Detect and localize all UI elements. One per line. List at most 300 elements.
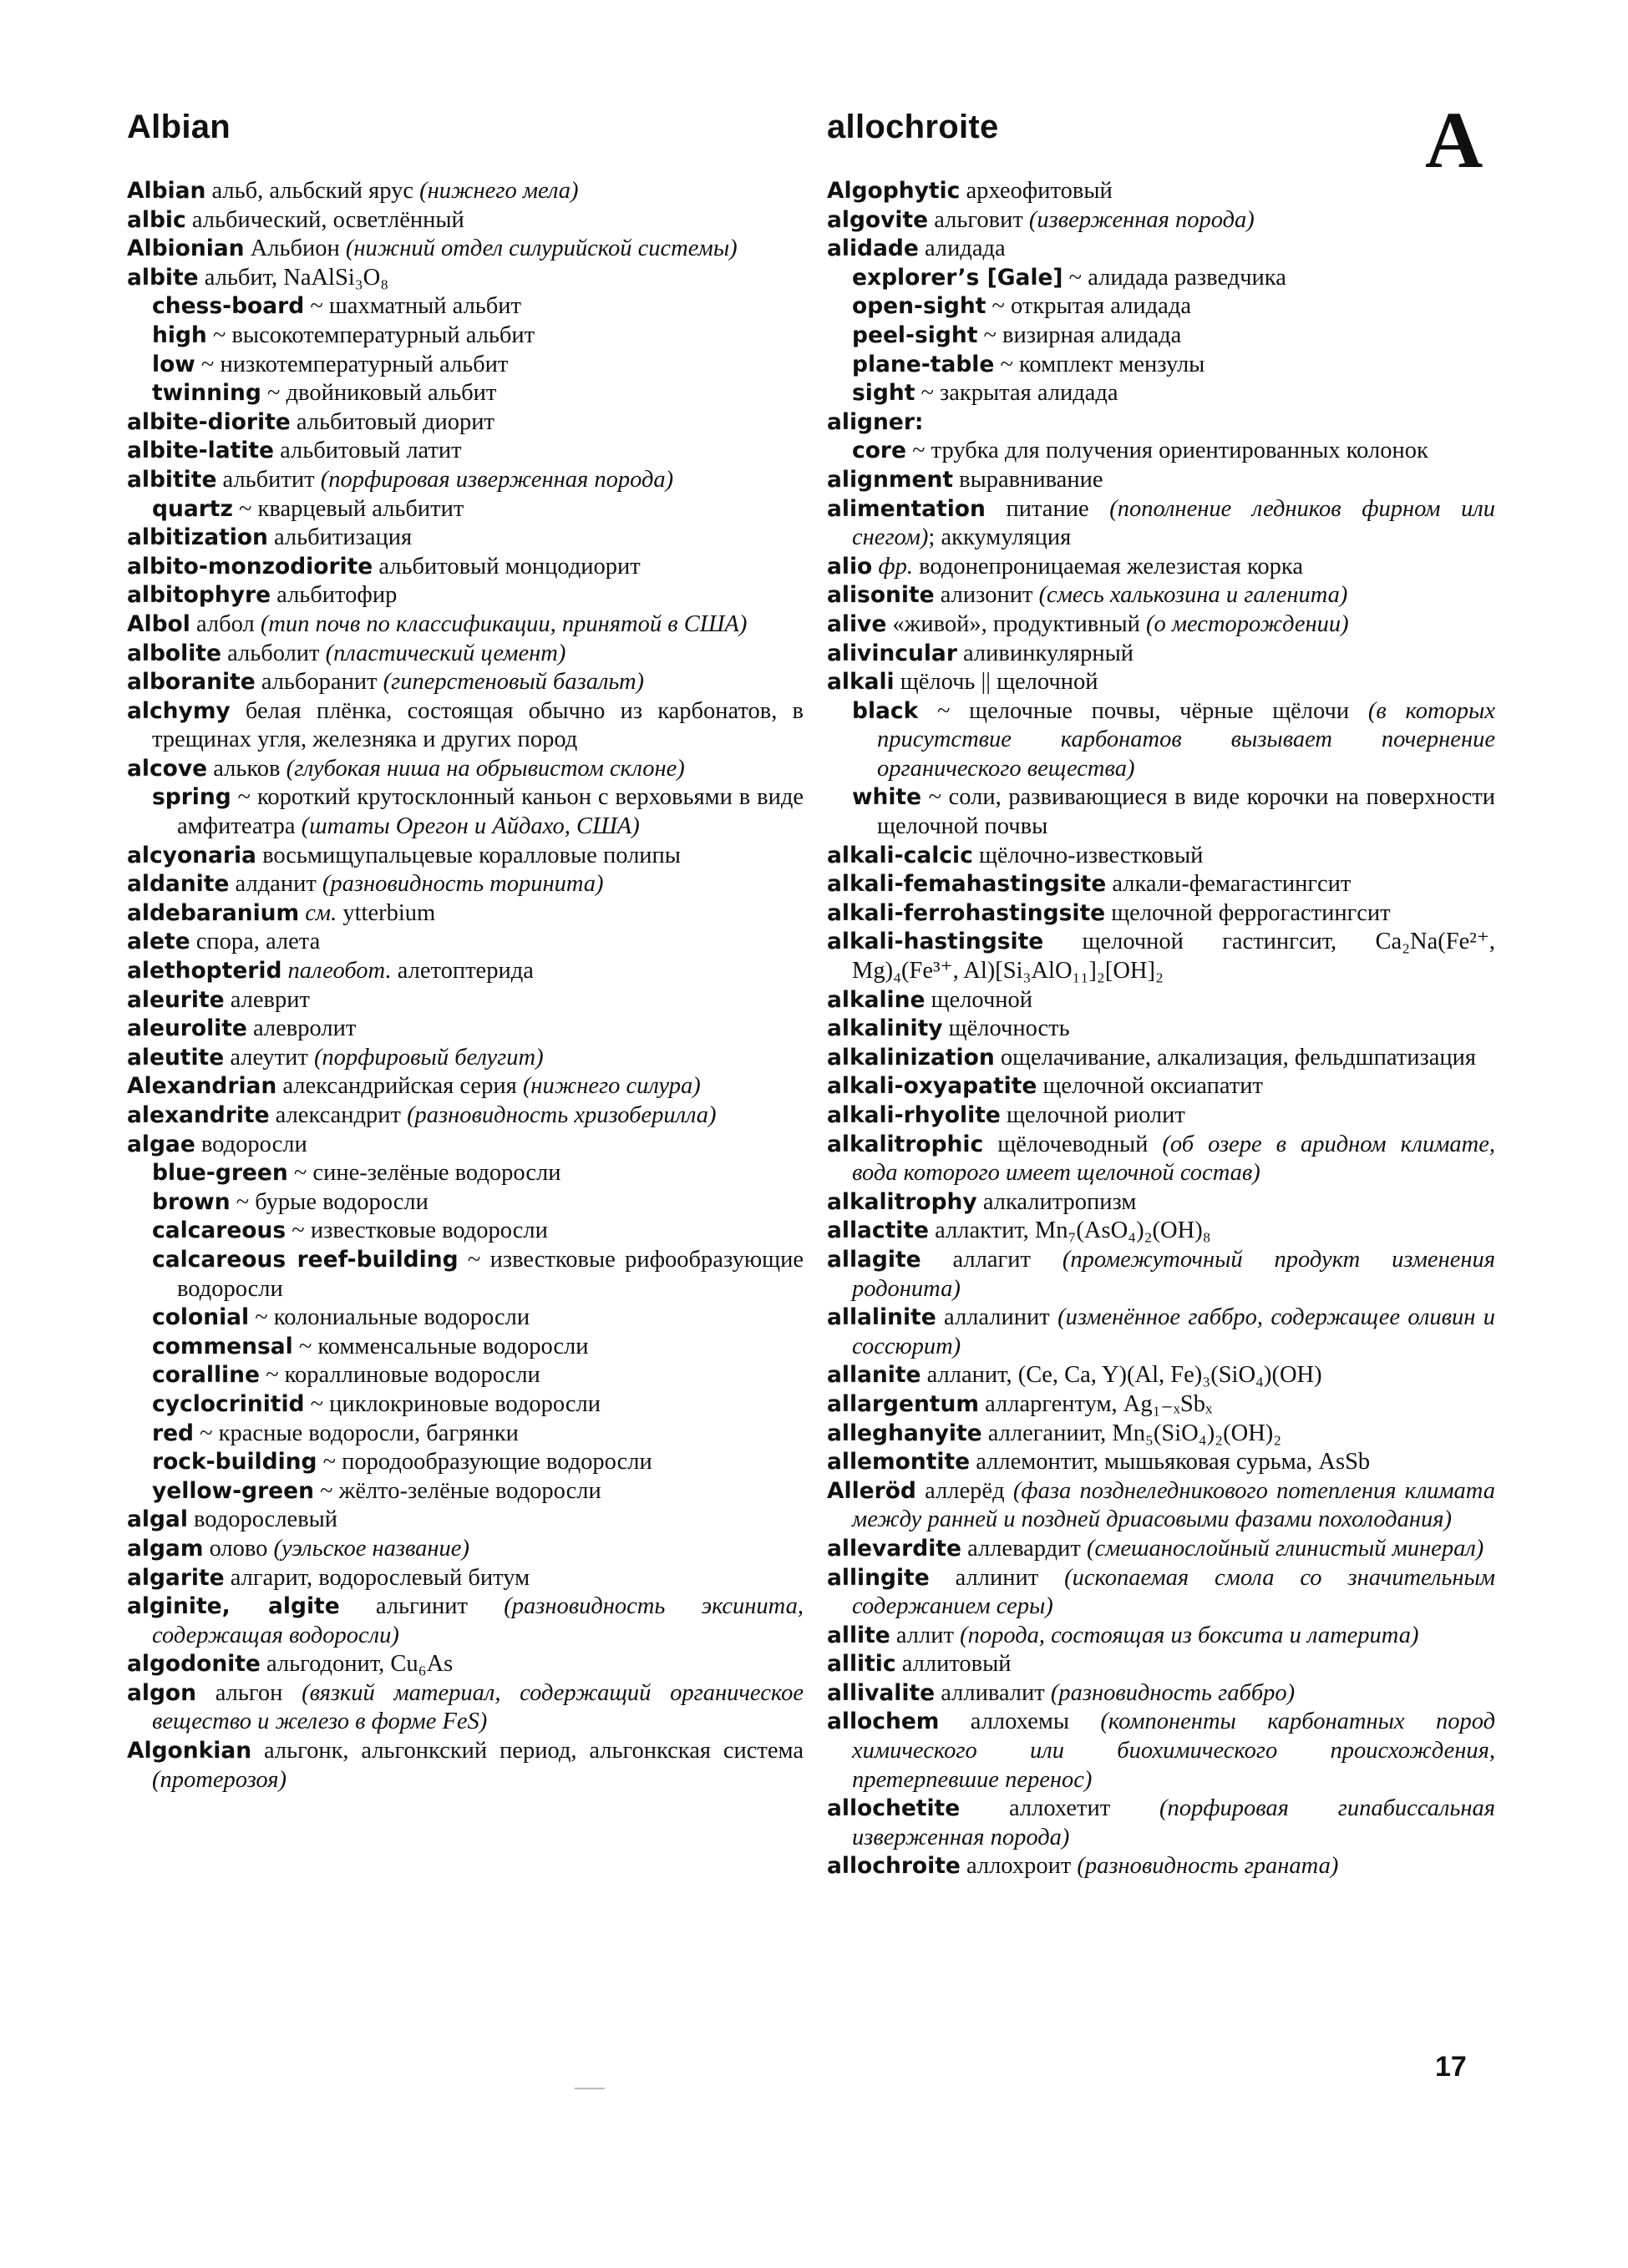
sub-entry <box>827 697 1495 784</box>
dictionary-entry <box>827 1420 1495 1449</box>
translation: алкалитропизм <box>976 1188 1137 1215</box>
running-head-right: allochroite <box>827 109 999 145</box>
headword: albitization <box>127 524 268 551</box>
gloss: (порфировый белугит) <box>313 1044 544 1071</box>
dictionary-entry <box>127 1535 804 1564</box>
headword: alimentation <box>827 495 986 522</box>
headword: plane-table <box>852 351 995 377</box>
translation: альбитовый латит <box>274 438 462 464</box>
dictionary-entry <box>827 1217 1495 1246</box>
gloss: (смешанослойный глинистый минерал) <box>1087 1535 1484 1562</box>
headword: albolite <box>127 640 221 666</box>
translation: ~ открытая алидада <box>986 293 1191 320</box>
translation: альков <box>207 755 287 782</box>
translation: аллагит <box>921 1246 1063 1273</box>
gloss: (тип почв по классификации, принятой в США) <box>260 610 748 637</box>
dictionary-entry <box>127 1044 804 1073</box>
dictionary-entry <box>127 986 804 1015</box>
translation: щёлочеводный <box>983 1131 1163 1157</box>
translation: алидада <box>918 235 1006 262</box>
dictionary-entry <box>127 177 804 206</box>
translation: альб, альбский ярус <box>205 178 420 204</box>
dictionary-entry <box>827 1072 1495 1101</box>
headword: alkaline <box>827 986 926 1013</box>
sub-entry <box>127 1217 804 1246</box>
translation: албол <box>190 610 261 637</box>
translation: альгодонит, Cu₆As <box>260 1651 454 1678</box>
headword: alkali-rhyolite <box>827 1102 1001 1128</box>
translation: ~ кораллиновые водоросли <box>259 1362 540 1389</box>
translation: алевролит <box>246 1015 357 1042</box>
translation: ~ визирная алидада <box>977 321 1182 348</box>
headword: aldanite <box>127 871 230 898</box>
gloss: (ископаемая смола со значительным содержанием серы) <box>852 1564 1495 1620</box>
headword: explorer’s [Gale] <box>852 264 1063 291</box>
translation: альбитит <box>216 466 321 493</box>
translation <box>281 958 287 984</box>
headword: alisonite <box>827 582 935 609</box>
translation: ~ бурые водоросли <box>230 1188 429 1215</box>
gloss: (уэльское название) <box>273 1535 469 1562</box>
sub-entry <box>127 1477 804 1506</box>
translation: алливалит <box>935 1679 1051 1706</box>
headword: albitophyre <box>127 582 271 609</box>
headword: quartz <box>152 495 233 522</box>
headword: brown <box>152 1188 231 1215</box>
headword: allivalite <box>827 1679 936 1706</box>
dictionary-entry <box>827 1795 1495 1852</box>
translation: ~ комменсальные водоросли <box>292 1333 589 1359</box>
sub-entry <box>127 1159 804 1188</box>
dictionary-entry <box>827 1622 1495 1651</box>
headword: algal <box>127 1506 188 1533</box>
dictionary-entry <box>827 408 1495 438</box>
gloss: (вязкий материал, содержащий органическое вещество и железо в форме FeS) <box>152 1679 804 1735</box>
dictionary-entry <box>127 524 804 553</box>
sub-entry <box>827 351 1495 380</box>
dictionary-entry <box>827 842 1495 871</box>
translation: аллевардит <box>961 1535 1088 1562</box>
translation: аллит <box>890 1622 961 1648</box>
headword: peel-sight <box>852 321 978 348</box>
headword: Albol <box>127 610 190 637</box>
headword: alkalinization <box>827 1044 995 1071</box>
sub-entry <box>127 1333 804 1362</box>
headword: Alleröd <box>827 1477 916 1504</box>
translation: аллерёд <box>915 1477 1013 1504</box>
dictionary-entry <box>827 1679 1495 1709</box>
headword: black <box>852 697 919 724</box>
translation: аллалинит <box>936 1304 1058 1331</box>
headword: allactite <box>827 1218 930 1244</box>
dictionary-entry <box>827 1650 1495 1679</box>
headword: alidade <box>827 235 919 262</box>
gloss: (фаза позднеледникового потепления климата между ранней и поздней дриасовыми фазами похолодания) <box>852 1477 1495 1533</box>
headword: aleurolite <box>127 1015 247 1042</box>
translation: щёлочно-известковый <box>972 842 1204 868</box>
dictionary-entry <box>127 1737 804 1795</box>
translation: щелочной риолит <box>1000 1102 1185 1128</box>
translation: ~ шахматный альбит <box>304 293 522 320</box>
left-column <box>127 177 804 1795</box>
headword: allochetite <box>827 1795 961 1822</box>
headword: open-sight <box>852 293 986 320</box>
translation: ~ колониальные водоросли <box>249 1304 530 1331</box>
translation: аллохроит <box>960 1853 1078 1880</box>
headword: spring <box>152 784 231 811</box>
dictionary-entry <box>127 870 804 899</box>
headword: red <box>152 1420 195 1446</box>
translation: альгонк, альгонкский период, альгонкская система <box>251 1738 804 1764</box>
headword: alive <box>827 610 887 637</box>
headword: allochroite <box>827 1853 961 1880</box>
headword: alboranite <box>127 669 256 696</box>
dictionary-entry <box>827 1361 1495 1390</box>
dictionary-entry <box>127 1506 804 1535</box>
dictionary-entry <box>127 1592 804 1650</box>
translation: ~ кварцевый альбитит <box>232 495 464 522</box>
translation: альбитофир <box>271 582 398 609</box>
headword: alkali-oxyapatite <box>827 1073 1037 1100</box>
translation: аллемонтит, мышьяковая сурьма, AsSb <box>970 1449 1371 1476</box>
dictionary-entry <box>127 1015 804 1044</box>
sub-entry <box>127 1420 804 1449</box>
translation: ализонит <box>934 582 1039 609</box>
dictionary-entry <box>827 1101 1495 1131</box>
gloss: (нижнего мела) <box>419 178 579 204</box>
translation: восьмищупальцевые коралловые полипы <box>256 842 681 868</box>
gloss: (пластический цемент) <box>325 640 566 666</box>
translation: альбитизация <box>267 524 413 551</box>
dictionary-entry <box>127 755 804 784</box>
sub-entry <box>127 379 804 408</box>
headword: alethopterid <box>127 958 282 985</box>
dictionary-entry <box>127 1131 804 1160</box>
headword: allevardite <box>827 1535 961 1562</box>
translation: альбит, NaAlSi₃O₈ <box>198 264 389 291</box>
gloss: (разновидность хризоберилла) <box>407 1102 717 1128</box>
gloss: (нижний отдел силурийской системы) <box>345 235 738 262</box>
dictionary-entry <box>827 553 1495 582</box>
translation: выравнивание <box>953 466 1103 493</box>
headword: alkali-calcic <box>827 842 973 868</box>
translation: аллохетит <box>960 1795 1160 1822</box>
translation: альбитовый диорит <box>290 408 494 435</box>
dictionary-entry <box>127 408 804 438</box>
gloss: (глубокая ниша на обрывистом склоне) <box>286 755 685 782</box>
translation: ~ трубка для получения ориентированных колонок <box>905 438 1428 464</box>
running-head-left: Albian <box>127 109 231 145</box>
translation: ~ жёлто-зелёные водоросли <box>313 1477 601 1504</box>
dictionary-entry <box>127 1072 804 1101</box>
headword: albite-latite <box>127 438 275 464</box>
headword: allemontite <box>827 1449 971 1476</box>
sub-entry <box>127 1361 804 1390</box>
right-column <box>827 177 1495 1881</box>
headword: cyclocrinitid <box>152 1390 305 1417</box>
translation: алгарит, водорослевый битум <box>224 1564 530 1591</box>
gloss: (об озере в аридном климате, вода которого имеет щелочной состав) <box>852 1131 1495 1187</box>
headword: albic <box>127 206 186 233</box>
dictionary-entry <box>827 899 1495 929</box>
headword: aleutite <box>127 1044 225 1071</box>
sub-entry <box>827 379 1495 408</box>
headword: alivincular <box>827 640 957 666</box>
headword: albite <box>127 264 199 291</box>
headword: Albionian <box>127 235 245 262</box>
translation: алданит <box>229 871 322 898</box>
headword: allanite <box>827 1362 921 1389</box>
headword: rock-building <box>152 1449 317 1476</box>
translation: олово <box>203 1535 274 1562</box>
gloss: палеобот. <box>287 958 392 985</box>
translation: альговит <box>928 206 1029 233</box>
headword: alkalinity <box>827 1015 943 1042</box>
translation-tail: ; аккумуляция <box>928 524 1072 551</box>
dictionary-entry <box>127 235 804 264</box>
translation: алланит, (Ce, Ca, Y)(Al, Fe)₃(SiO₄)(OH) <box>921 1362 1322 1389</box>
translation: ~ породообразующие водоросли <box>317 1449 652 1476</box>
gloss: (нижнего силура) <box>522 1073 701 1100</box>
gloss: (штаты Орегон и Айдахо, США) <box>301 813 640 840</box>
dictionary-entry <box>827 1448 1495 1477</box>
gloss: (пополнение ледников фирном или снегом) <box>852 495 1495 551</box>
translation: ~ красные водоросли, багрянки <box>194 1420 519 1446</box>
headword: low <box>152 351 195 377</box>
headword: aligner: <box>827 408 924 435</box>
dictionary-entry <box>127 206 804 235</box>
dictionary-entry <box>827 870 1495 899</box>
headword: commensal <box>152 1333 293 1359</box>
headword: alio <box>827 553 873 580</box>
headword: algam <box>127 1535 204 1562</box>
gloss: (о месторождении) <box>1145 610 1349 637</box>
sub-entry <box>127 1448 804 1477</box>
translation: ~ низкотемпературный альбит <box>195 351 509 377</box>
translation: ~ сине-зелёные водоросли <box>287 1160 561 1187</box>
headword: Alexandrian <box>127 1073 277 1100</box>
headword: alleghanyite <box>827 1420 982 1446</box>
sub-entry <box>127 783 804 841</box>
translation: ~ закрытая алидада <box>915 380 1118 407</box>
headword: albitite <box>127 466 217 493</box>
sub-entry <box>127 292 804 321</box>
dictionary-entry <box>827 1015 1495 1044</box>
sub-entry <box>127 1304 804 1333</box>
gloss: (компоненты карбонатных пород химического или биохимического происхождения, претерпевшие перенос) <box>852 1709 1495 1793</box>
gloss: (протерозоя) <box>152 1766 287 1793</box>
translation: ~ известковые рифообразующие водоросли <box>177 1246 804 1302</box>
headword: alginite, algite <box>127 1593 340 1620</box>
dictionary-entry <box>127 899 804 929</box>
dictionary-entry <box>827 1131 1495 1188</box>
headword: allite <box>827 1622 890 1648</box>
translation: аллаpгентум, Ag₁₋ₓSbₓ <box>978 1390 1213 1417</box>
gloss: (изверженная порода) <box>1028 206 1255 233</box>
gloss: (изменённое габбро, содержащее оливин и соссюрит) <box>852 1304 1495 1359</box>
headword: alexandrite <box>127 1102 270 1128</box>
headword: coralline <box>152 1362 260 1389</box>
page-mark <box>575 2088 605 2089</box>
dictionary-entry <box>127 610 804 640</box>
translation: александрийская серия <box>276 1073 523 1100</box>
dictionary-entry <box>827 466 1495 495</box>
sub-entry <box>127 1246 804 1304</box>
dictionary-entry <box>827 1564 1495 1622</box>
dictionary-entry <box>827 668 1495 697</box>
dictionary-entry <box>827 235 1495 264</box>
headword: alkalitrophy <box>827 1188 977 1215</box>
sub-entry <box>827 321 1495 351</box>
translation: ~ высокотемпературный альбит <box>206 321 535 348</box>
headword: allalinite <box>827 1304 936 1331</box>
gloss: (порода, состоящая из боксита и латерита) <box>960 1622 1419 1648</box>
gloss: (разновидность торинита) <box>322 871 604 898</box>
headword: alkali-femahastingsite <box>827 871 1107 898</box>
headword: algarite <box>127 1564 225 1591</box>
sub-entry <box>827 292 1495 321</box>
translation-tail: водонепроницаемая железистая корка <box>913 553 1303 580</box>
translation-tail: алетоптерида <box>391 958 534 985</box>
translation: ~ известковые водоросли <box>286 1218 548 1244</box>
headword: allagite <box>827 1246 921 1273</box>
translation: аллактит, Mn₇(AsO₄)₂(OH)₈ <box>929 1218 1211 1244</box>
dictionary-entry <box>827 1304 1495 1361</box>
dictionary-entry <box>827 1477 1495 1535</box>
headword: allingite <box>827 1564 930 1591</box>
translation: альбический, осветлённый <box>185 206 464 233</box>
gloss: (разновидность граната) <box>1077 1853 1339 1880</box>
dictionary-entry <box>827 177 1495 206</box>
headword: allitic <box>827 1651 896 1678</box>
dictionary-entry <box>827 1708 1495 1795</box>
headword: yellow-green <box>152 1477 314 1504</box>
headword: alkali-hastingsite <box>827 929 1044 955</box>
gloss: см. <box>305 899 337 926</box>
sub-entry <box>827 264 1495 293</box>
gloss: (порфировая гипабиссальная изверженная порода) <box>852 1795 1495 1850</box>
dictionary-entry <box>827 1188 1495 1218</box>
translation: ~ короткий крутосклонный каньон с верховьями в виде амфитеатра <box>177 784 804 840</box>
headword: alcyonaria <box>127 842 256 868</box>
dictionary-entry <box>127 668 804 697</box>
translation: ~ алидада разведчика <box>1063 264 1286 291</box>
headword: blue-green <box>152 1160 288 1187</box>
translation: щелочной феррогастингсит <box>1105 899 1391 926</box>
translation: александрит <box>269 1102 408 1128</box>
sub-entry <box>827 437 1495 466</box>
dictionary-entry <box>127 466 804 495</box>
dictionary-entry <box>127 264 804 293</box>
dictionary-entry <box>127 553 804 582</box>
headword: Algophytic <box>827 178 961 204</box>
dictionary-entry <box>827 1535 1495 1564</box>
translation: ощелачивание, алкализация, фельдшпатизация <box>994 1044 1476 1071</box>
translation: аллеганиит, Mn₅(SiO₄)₂(OH)₂ <box>981 1420 1282 1446</box>
gloss: (смесь халькозина и галенита) <box>1038 582 1348 609</box>
dictionary-entry <box>827 986 1495 1015</box>
translation: щёлочность <box>942 1015 1070 1042</box>
headword: alcove <box>127 755 208 782</box>
headword: alchymy <box>127 697 231 724</box>
translation: спора, алета <box>190 929 321 955</box>
dictionary-entry <box>127 697 804 755</box>
headword: colonial <box>152 1304 250 1331</box>
headword: alkali-ferrohastingsite <box>827 899 1106 926</box>
gloss: (гиперстеновый базальт) <box>383 669 645 696</box>
dictionary-entry <box>127 928 804 957</box>
translation: алеврит <box>224 986 310 1013</box>
translation: Альбион <box>244 235 346 262</box>
translation: алеутит <box>224 1044 314 1071</box>
dictionary-entry <box>127 1650 804 1679</box>
headword: algae <box>127 1131 195 1157</box>
translation: щёлочь || щелочной <box>894 669 1098 696</box>
headword: twinning <box>152 380 261 407</box>
translation: ~ комплект мензулы <box>994 351 1205 377</box>
letter-tab: A <box>1425 95 1483 185</box>
headword: albito-monzodiorite <box>127 553 373 580</box>
dictionary-entry <box>827 640 1495 669</box>
gloss: (разновидность габбро) <box>1050 1679 1296 1706</box>
translation: питание <box>985 495 1110 522</box>
headword: sight <box>852 380 915 407</box>
gloss: (разновидность эксинита, содержащая водоросли) <box>152 1593 804 1648</box>
dictionary-entry <box>827 1390 1495 1420</box>
headword: chess-board <box>152 293 305 320</box>
dictionary-entry <box>827 1852 1495 1881</box>
headword: algodonite <box>127 1651 261 1678</box>
translation: альболит <box>221 640 326 666</box>
headword: allochem <box>827 1709 940 1735</box>
translation: ~ щелочные почвы, чёрные щёлочи <box>918 697 1368 724</box>
dictionary-entry <box>827 1246 1495 1304</box>
headword: algovite <box>827 206 929 233</box>
translation: ~ соли, развивающиеся в виде корочки на поверхности щелочной почвы <box>877 784 1495 840</box>
headword: alignment <box>827 466 954 493</box>
translation: альгинит <box>339 1593 505 1620</box>
dictionary-entry <box>827 610 1495 640</box>
headword: aleurite <box>127 986 225 1013</box>
translation: аллинит <box>929 1564 1065 1591</box>
translation: альбитовый монцодиорит <box>373 553 641 580</box>
headword: high <box>152 321 207 348</box>
headword: core <box>852 438 906 464</box>
translation: альгон <box>196 1679 302 1706</box>
dictionary-entry <box>827 581 1495 610</box>
dictionary-entry <box>827 206 1495 235</box>
sub-entry <box>827 783 1495 841</box>
dictionary-entry <box>827 1044 1495 1073</box>
translation: алкали-фемагастингсит <box>1106 871 1352 898</box>
headword: algon <box>127 1679 197 1706</box>
gloss: (в которых присутствие карбонатов вызывает почернение органического вещества) <box>877 697 1495 782</box>
gloss: фр. <box>878 553 913 580</box>
dictionary-entry <box>127 1564 804 1593</box>
sub-entry <box>127 1390 804 1420</box>
sub-entry <box>127 321 804 351</box>
translation: щелочной оксиапатит <box>1037 1073 1263 1100</box>
dictionary-entry <box>127 581 804 610</box>
translation: аливинкулярный <box>956 640 1134 666</box>
dictionary-entry <box>127 437 804 466</box>
translation: аллохемы <box>939 1709 1101 1735</box>
sub-entry <box>127 351 804 380</box>
dictionary-entry <box>127 1679 804 1737</box>
gloss: (порфировая изверженная порода) <box>320 466 674 493</box>
translation: археофитовый <box>960 178 1113 204</box>
translation: ~ циклокриновые водоросли <box>304 1390 601 1417</box>
